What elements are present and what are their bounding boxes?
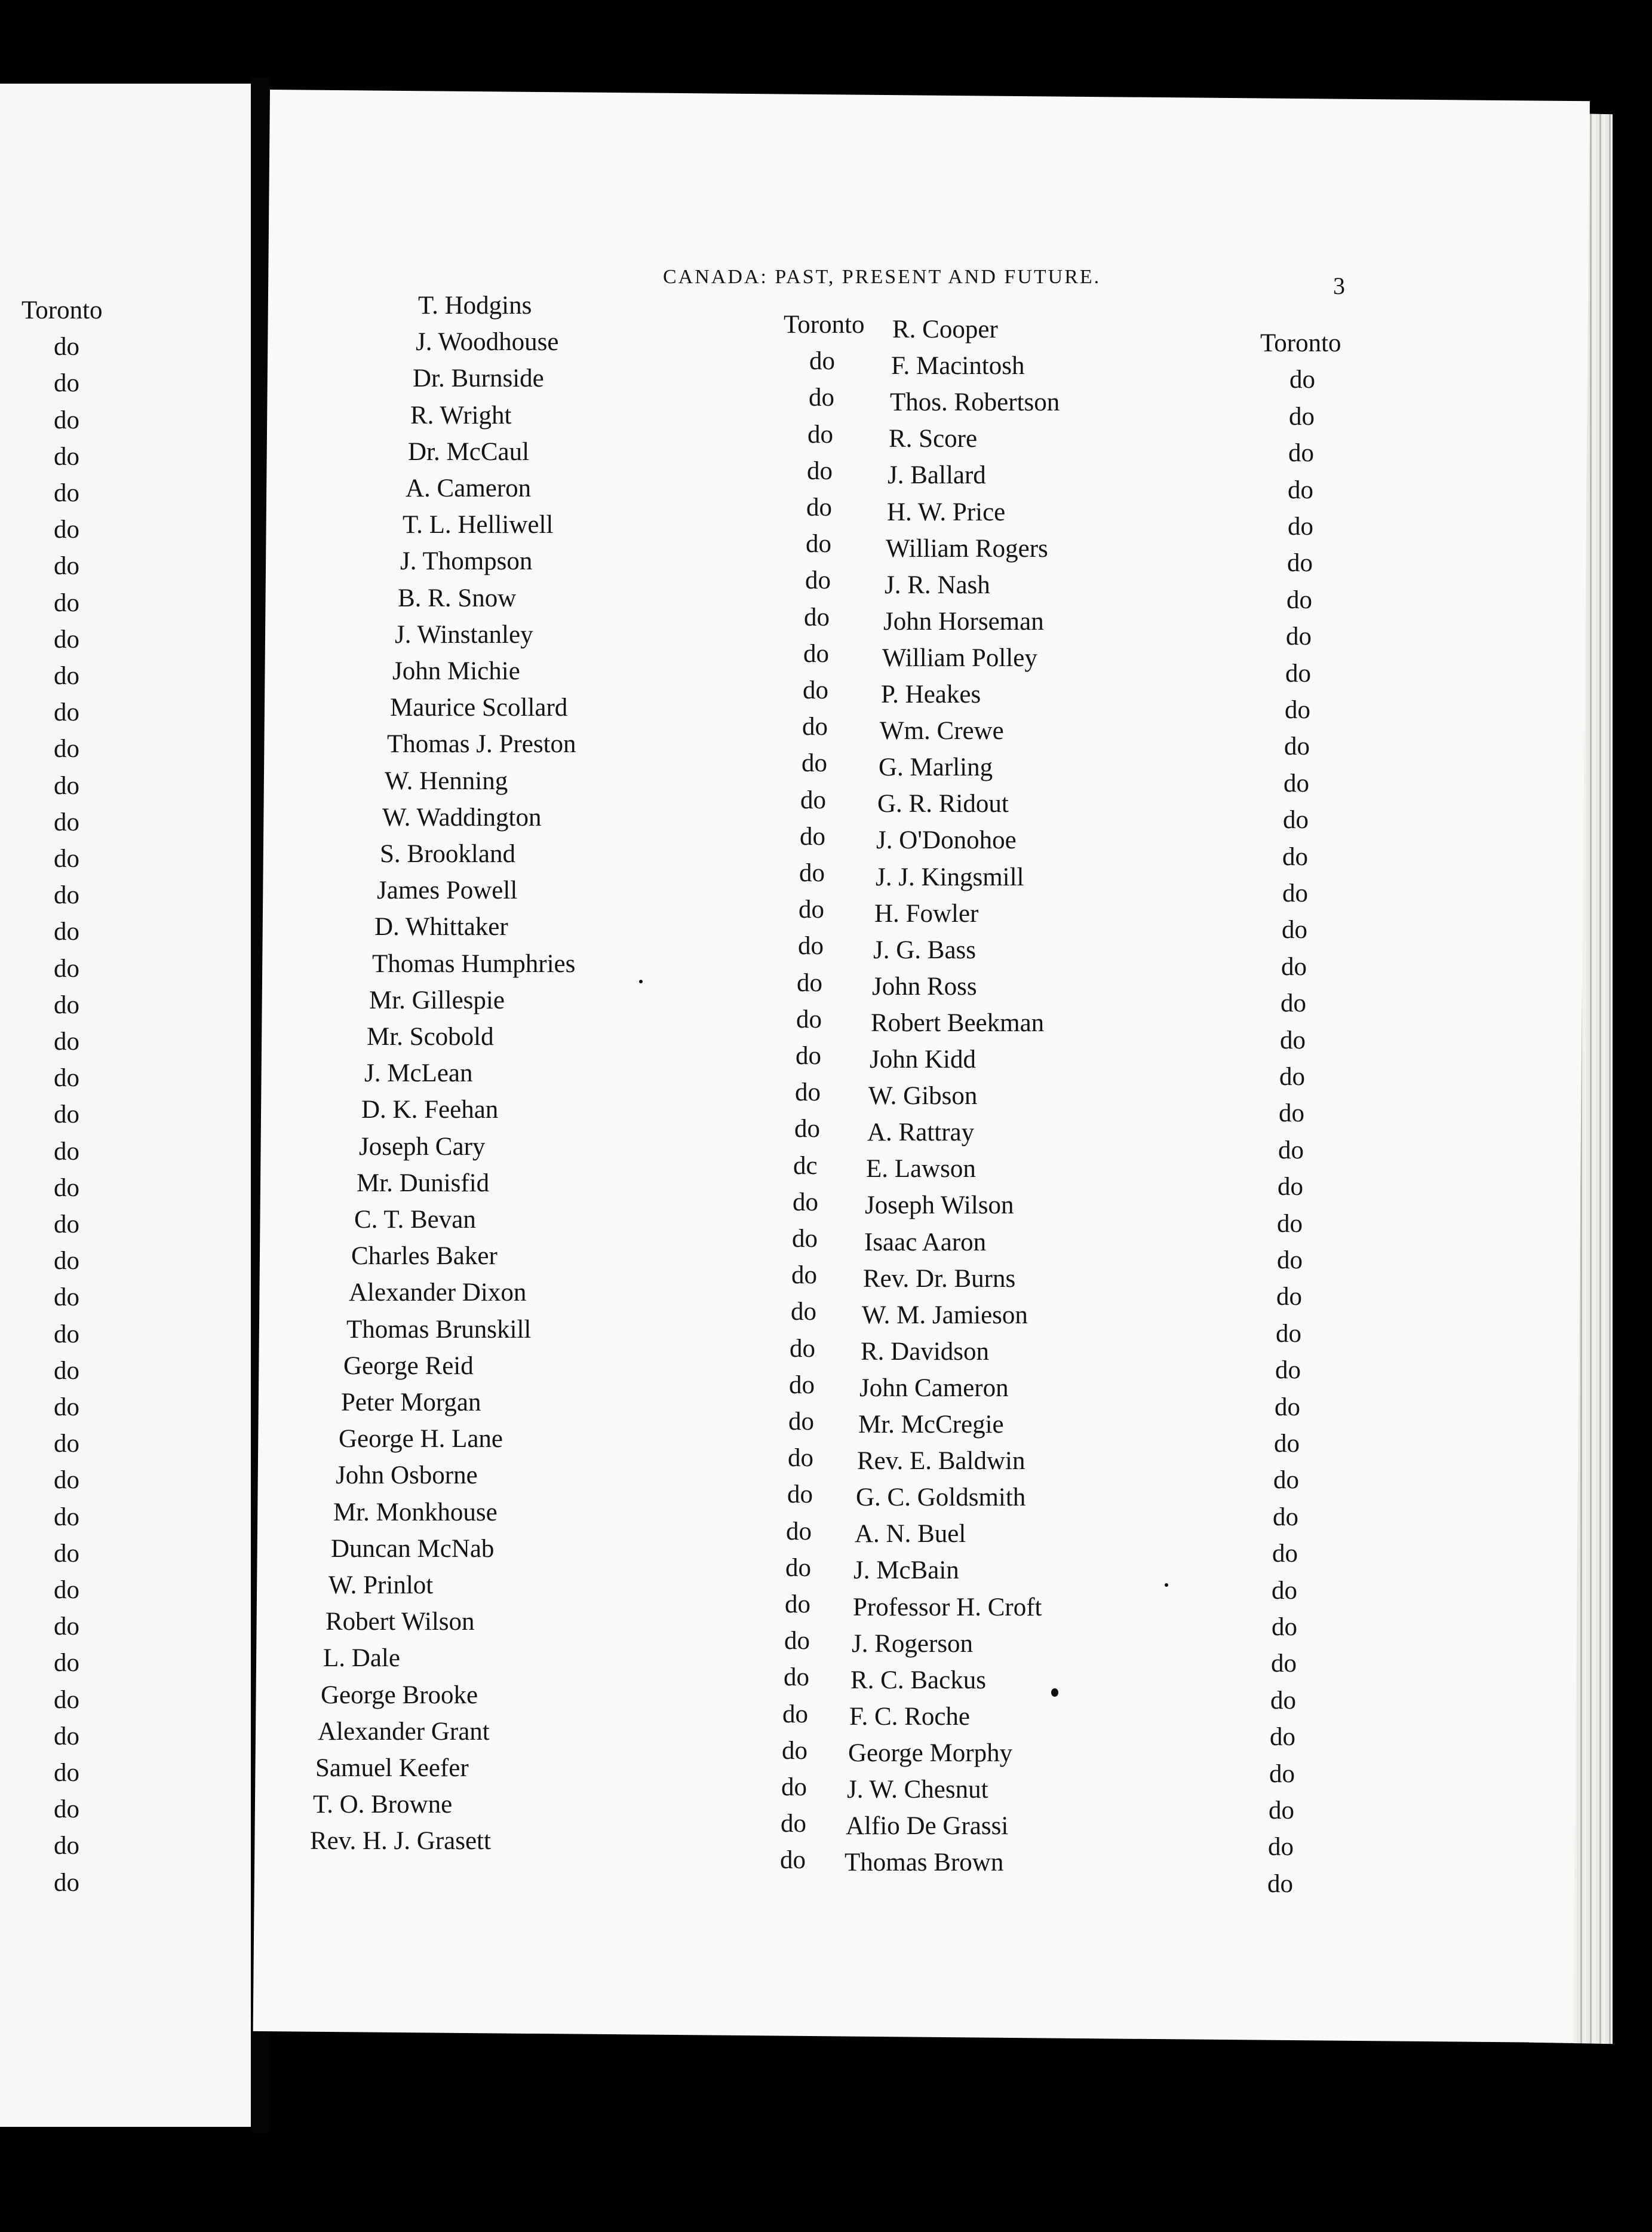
name-cell: J. Winstanley bbox=[395, 621, 533, 649]
name-cell: Thomas Brown bbox=[845, 1848, 1004, 1877]
name-cell: Thomas Brunskill bbox=[346, 1316, 532, 1344]
place-cell: do bbox=[54, 772, 79, 800]
place-cell: do bbox=[54, 1722, 79, 1750]
place-cell: do bbox=[1286, 586, 1312, 614]
place-cell: dc bbox=[793, 1152, 818, 1180]
name-cell: T. Hodgins bbox=[418, 292, 532, 320]
place-cell: do bbox=[781, 1773, 807, 1801]
name-cell: Mr. Monkhouse bbox=[333, 1498, 498, 1526]
name-cell: Joseph Cary bbox=[359, 1133, 486, 1161]
place-cell: do bbox=[1287, 549, 1313, 577]
name-cell: John Ross bbox=[872, 973, 977, 1001]
name-cell: Dr. McCaul bbox=[408, 438, 530, 466]
place-cell: do bbox=[54, 1064, 79, 1092]
place-cell: do bbox=[1272, 1540, 1298, 1568]
place-cell: do bbox=[792, 1225, 818, 1253]
place-cell: do bbox=[54, 735, 79, 763]
name-cell: Mr. Scobold bbox=[367, 1023, 494, 1051]
place-cell: do bbox=[782, 1700, 808, 1728]
place-cell: do bbox=[54, 1759, 79, 1787]
name-cell: Thomas Humphries bbox=[372, 950, 576, 978]
place-cell: do bbox=[54, 808, 79, 836]
place-cell: do bbox=[1277, 1246, 1303, 1274]
place-cell: Toronto bbox=[784, 311, 865, 339]
place-cell: do bbox=[1282, 843, 1308, 871]
place-cell: do bbox=[54, 369, 79, 397]
place-cell: do bbox=[1271, 1650, 1297, 1678]
place-cell: do bbox=[797, 969, 822, 997]
place-cell: do bbox=[809, 347, 835, 375]
place-cell: do bbox=[54, 1100, 79, 1129]
place-cell: do bbox=[54, 845, 79, 873]
place-cell: do bbox=[793, 1188, 818, 1216]
place-cell: do bbox=[795, 1078, 821, 1106]
place-cell: do bbox=[54, 1174, 79, 1202]
name-cell: D. K. Feehan bbox=[361, 1096, 499, 1124]
place-cell: do bbox=[1275, 1393, 1300, 1421]
name-cell: Alexander Grant bbox=[318, 1718, 490, 1746]
name-cell: J. Rogerson bbox=[852, 1630, 974, 1658]
place-cell: do bbox=[790, 1335, 815, 1363]
name-cell: A. Rattray bbox=[867, 1118, 975, 1146]
place-cell: do bbox=[1288, 513, 1313, 541]
place-cell: do bbox=[1276, 1283, 1302, 1311]
place-cell: do bbox=[54, 955, 79, 983]
place-cell: do bbox=[785, 1590, 810, 1618]
place-cell: do bbox=[54, 1869, 79, 1897]
place-cell: do bbox=[54, 333, 79, 361]
place-cell: do bbox=[798, 932, 824, 960]
place-cell: do bbox=[1286, 623, 1312, 651]
place-cell: do bbox=[54, 1138, 79, 1166]
place-cell: do bbox=[54, 1430, 79, 1458]
place-cell: do bbox=[1269, 1796, 1294, 1825]
name-cell: P. Heakes bbox=[881, 680, 981, 709]
name-cell: Alfio De Grassi bbox=[846, 1812, 1009, 1840]
name-cell: John Michie bbox=[392, 657, 520, 685]
name-cell: G. C. Goldsmith bbox=[856, 1483, 1026, 1511]
place-cell: do bbox=[1285, 696, 1310, 724]
place-cell: do bbox=[789, 1371, 815, 1399]
place-cell: do bbox=[780, 1846, 806, 1874]
name-cell: J. Woodhouse bbox=[416, 328, 559, 356]
name-cell: Rev. Dr. Burns bbox=[863, 1265, 1016, 1293]
name-cell: R. Davidson bbox=[861, 1338, 989, 1366]
place-cell: do bbox=[54, 1795, 79, 1823]
name-cell: C. T. Bevan bbox=[354, 1206, 476, 1234]
name-cell: L. Dale bbox=[323, 1644, 400, 1672]
name-cell: Mr. McCregie bbox=[858, 1411, 1004, 1439]
name-cell: J. Thompson bbox=[400, 547, 533, 575]
name-cell: G. Marling bbox=[879, 753, 993, 781]
place-cell: do bbox=[800, 823, 825, 851]
name-cell: James Powell bbox=[377, 876, 518, 905]
place-cell: do bbox=[54, 1503, 79, 1531]
name-cell: Rev. H. J. Grasett bbox=[310, 1827, 491, 1855]
place-cell: do bbox=[1278, 1173, 1303, 1201]
name-cell: D. Whittaker bbox=[374, 913, 508, 941]
place-cell: do bbox=[787, 1480, 813, 1509]
name-cell: George Brooke bbox=[321, 1681, 478, 1709]
name-cell: W. Gibson bbox=[868, 1082, 978, 1110]
name-cell: John Horseman bbox=[883, 608, 1044, 636]
place-cell: do bbox=[54, 1393, 79, 1421]
place-cell: do bbox=[1279, 1063, 1305, 1091]
name-cell: Rev. E. Baldwin bbox=[857, 1447, 1025, 1475]
name-cell: J. McBain bbox=[853, 1556, 959, 1584]
place-cell: do bbox=[799, 859, 825, 887]
name-cell: A. N. Buel bbox=[855, 1520, 966, 1548]
name-cell: J. McLean bbox=[364, 1059, 473, 1087]
place-cell: do bbox=[1279, 1099, 1304, 1127]
name-cell: Wm. Crewe bbox=[880, 717, 1004, 745]
place-cell: do bbox=[786, 1517, 812, 1546]
name-cell: Charles Baker bbox=[351, 1242, 498, 1270]
name-cell: F. C. Roche bbox=[849, 1703, 971, 1731]
place-cell: Toronto bbox=[1260, 329, 1341, 357]
place-cell: do bbox=[54, 1686, 79, 1714]
place-cell: do bbox=[807, 421, 833, 449]
place-cell: do bbox=[54, 991, 79, 1019]
place-cell: do bbox=[54, 1832, 79, 1860]
place-cell: do bbox=[1268, 1833, 1294, 1861]
place-cell: do bbox=[806, 493, 832, 522]
name-cell: Professor H. Croft bbox=[853, 1593, 1042, 1621]
place-cell: do bbox=[807, 457, 833, 485]
name-cell: H. W. Price bbox=[887, 498, 1006, 526]
place-cell: do bbox=[1283, 769, 1309, 798]
place-cell: do bbox=[54, 1357, 79, 1385]
place-cell: do bbox=[1281, 953, 1307, 981]
name-cell: Alexander Dixon bbox=[349, 1279, 527, 1307]
place-cell: do bbox=[796, 1005, 822, 1034]
place-cell: do bbox=[803, 676, 828, 704]
name-cell: Samuel Keefer bbox=[315, 1754, 469, 1782]
place-cell: do bbox=[1270, 1723, 1295, 1751]
name-cell: T. L. Helliwell bbox=[403, 511, 554, 539]
name-cell: Mr. Gillespie bbox=[369, 986, 505, 1014]
place-cell: do bbox=[781, 1810, 806, 1838]
name-cell: W. Waddington bbox=[382, 804, 542, 832]
place-cell: do bbox=[800, 786, 826, 814]
place-cell: do bbox=[788, 1444, 813, 1472]
place-cell: do bbox=[54, 918, 79, 946]
place-cell: do bbox=[782, 1737, 807, 1765]
name-cell: R. Cooper bbox=[892, 315, 998, 344]
name-cell: W. M. Jamieson bbox=[862, 1301, 1028, 1329]
place-cell: do bbox=[54, 1247, 79, 1275]
place-cell: do bbox=[54, 1210, 79, 1238]
place-cell: do bbox=[54, 552, 79, 580]
place-cell: do bbox=[1288, 439, 1314, 467]
place-cell: do bbox=[1282, 916, 1307, 944]
name-cell: Duncan McNab bbox=[331, 1535, 495, 1563]
place-cell: do bbox=[54, 1540, 79, 1568]
name-cell: R. Wright bbox=[410, 401, 512, 430]
name-cell: Dr. Burnside bbox=[413, 364, 544, 393]
place-cell: do bbox=[1272, 1577, 1297, 1605]
place-cell: do bbox=[54, 1466, 79, 1494]
name-cell: J. G. Bass bbox=[873, 936, 977, 964]
name-cell: G. R. Ridout bbox=[877, 790, 1009, 818]
name-cell: J. W. Chesnut bbox=[847, 1776, 988, 1804]
name-cell: William Rogers bbox=[886, 535, 1048, 563]
name-cell: Robert Wilson bbox=[326, 1608, 475, 1636]
place-cell: do bbox=[1278, 1136, 1304, 1164]
place-cell: do bbox=[805, 566, 831, 594]
place-cell: do bbox=[794, 1115, 820, 1143]
name-cell: J. R. Nash bbox=[885, 571, 990, 599]
name-cell: William Polley bbox=[882, 644, 1037, 672]
place-cell: do bbox=[803, 640, 829, 668]
place-cell: do bbox=[1273, 1503, 1298, 1531]
name-cell: H. Fowler bbox=[874, 900, 979, 928]
place-cell: do bbox=[1282, 879, 1308, 907]
name-cell: Thomas J. Preston bbox=[387, 730, 576, 758]
name-cell: T. O. Browne bbox=[313, 1790, 453, 1819]
place-cell: do bbox=[54, 1649, 79, 1677]
name-cell: George Morphy bbox=[848, 1739, 1013, 1767]
place-cell: do bbox=[54, 881, 79, 909]
name-cell: A. Cameron bbox=[406, 474, 532, 502]
name-cell: Mr. Dunisfid bbox=[357, 1169, 490, 1197]
place-cell: do bbox=[1285, 660, 1311, 688]
name-cell: George H. Lane bbox=[339, 1425, 503, 1453]
place-cell: do bbox=[54, 479, 79, 507]
place-cell: do bbox=[1281, 989, 1306, 1017]
place-cell: do bbox=[1270, 1687, 1296, 1715]
page-number: 3 bbox=[1333, 272, 1345, 299]
name-cell: Thos. Robertson bbox=[890, 388, 1060, 416]
place-cell: do bbox=[791, 1298, 816, 1326]
place-cell: do bbox=[785, 1554, 811, 1582]
place-cell: do bbox=[54, 1028, 79, 1056]
place-cell: do bbox=[54, 1612, 79, 1641]
place-cell: do bbox=[791, 1261, 817, 1289]
place-cell: do bbox=[54, 662, 79, 690]
place-cell: do bbox=[1277, 1210, 1303, 1238]
place-cell: do bbox=[796, 1042, 821, 1070]
place-cell: do bbox=[1283, 806, 1309, 834]
place-cell: do bbox=[1274, 1430, 1300, 1458]
place-cell: do bbox=[804, 603, 830, 631]
name-cell: J. Ballard bbox=[888, 461, 986, 489]
place-cell: do bbox=[1269, 1760, 1295, 1788]
name-cell: John Cameron bbox=[859, 1374, 1009, 1402]
place-cell: do bbox=[54, 516, 79, 544]
place-cell: do bbox=[784, 1663, 809, 1691]
place-cell: do bbox=[784, 1627, 810, 1655]
place-cell: do bbox=[1284, 732, 1310, 761]
place-cell: do bbox=[1275, 1356, 1301, 1384]
place-cell: do bbox=[54, 1576, 79, 1604]
place-cell: Toronto bbox=[22, 296, 103, 324]
name-cell: J. J. Kingsmill bbox=[876, 863, 1024, 891]
place-cell: do bbox=[1267, 1870, 1293, 1898]
name-cell: B. R. Snow bbox=[398, 584, 517, 612]
name-cell: W. Henning bbox=[385, 767, 508, 795]
name-cell: Isaac Aaron bbox=[864, 1228, 987, 1256]
place-cell: do bbox=[1288, 476, 1313, 504]
name-cell: F. Macintosh bbox=[891, 352, 1025, 380]
name-cell: S. Brookland bbox=[380, 840, 515, 868]
name-cell: Maurice Scollard bbox=[390, 694, 568, 722]
name-cell: George Reid bbox=[343, 1352, 474, 1380]
place-cell: do bbox=[54, 589, 79, 617]
place-cell: do bbox=[788, 1408, 814, 1436]
place-cell: do bbox=[799, 896, 824, 924]
place-cell: do bbox=[802, 713, 828, 741]
place-cell: do bbox=[1289, 403, 1315, 431]
place-cell: do bbox=[802, 749, 827, 777]
place-cell: do bbox=[54, 443, 79, 471]
name-cell: J. O'Donohoe bbox=[876, 826, 1017, 854]
place-cell: do bbox=[54, 406, 79, 434]
name-cell: Robert Beekman bbox=[871, 1009, 1045, 1037]
place-cell: do bbox=[806, 530, 831, 558]
place-cell: do bbox=[54, 1320, 79, 1348]
ink-speck bbox=[1165, 1583, 1168, 1587]
place-cell: do bbox=[1273, 1466, 1299, 1494]
name-cell: R. C. Backus bbox=[850, 1666, 986, 1694]
place-cell: do bbox=[1280, 1026, 1306, 1054]
name-cell: E. Lawson bbox=[866, 1155, 976, 1183]
ink-speck bbox=[1051, 1688, 1058, 1697]
name-cell: John Kidd bbox=[870, 1046, 976, 1074]
place-cell: do bbox=[809, 384, 834, 412]
place-cell: do bbox=[54, 1283, 79, 1311]
name-cell: W. Prinlot bbox=[328, 1571, 434, 1599]
place-cell: do bbox=[54, 626, 79, 654]
name-cell: R. Score bbox=[889, 425, 978, 453]
name-cell: John Osborne bbox=[336, 1461, 478, 1489]
place-cell: do bbox=[1289, 366, 1315, 394]
place-cell: do bbox=[1272, 1613, 1297, 1641]
facing-page-fragment bbox=[0, 84, 251, 2127]
place-cell: do bbox=[54, 698, 79, 726]
name-cell: Joseph Wilson bbox=[865, 1191, 1014, 1219]
running-head: CANADA: PAST, PRESENT AND FUTURE. bbox=[663, 266, 1101, 288]
name-cell: Peter Morgan bbox=[341, 1388, 481, 1417]
place-cell: do bbox=[1276, 1320, 1301, 1348]
ink-speck bbox=[639, 980, 643, 983]
